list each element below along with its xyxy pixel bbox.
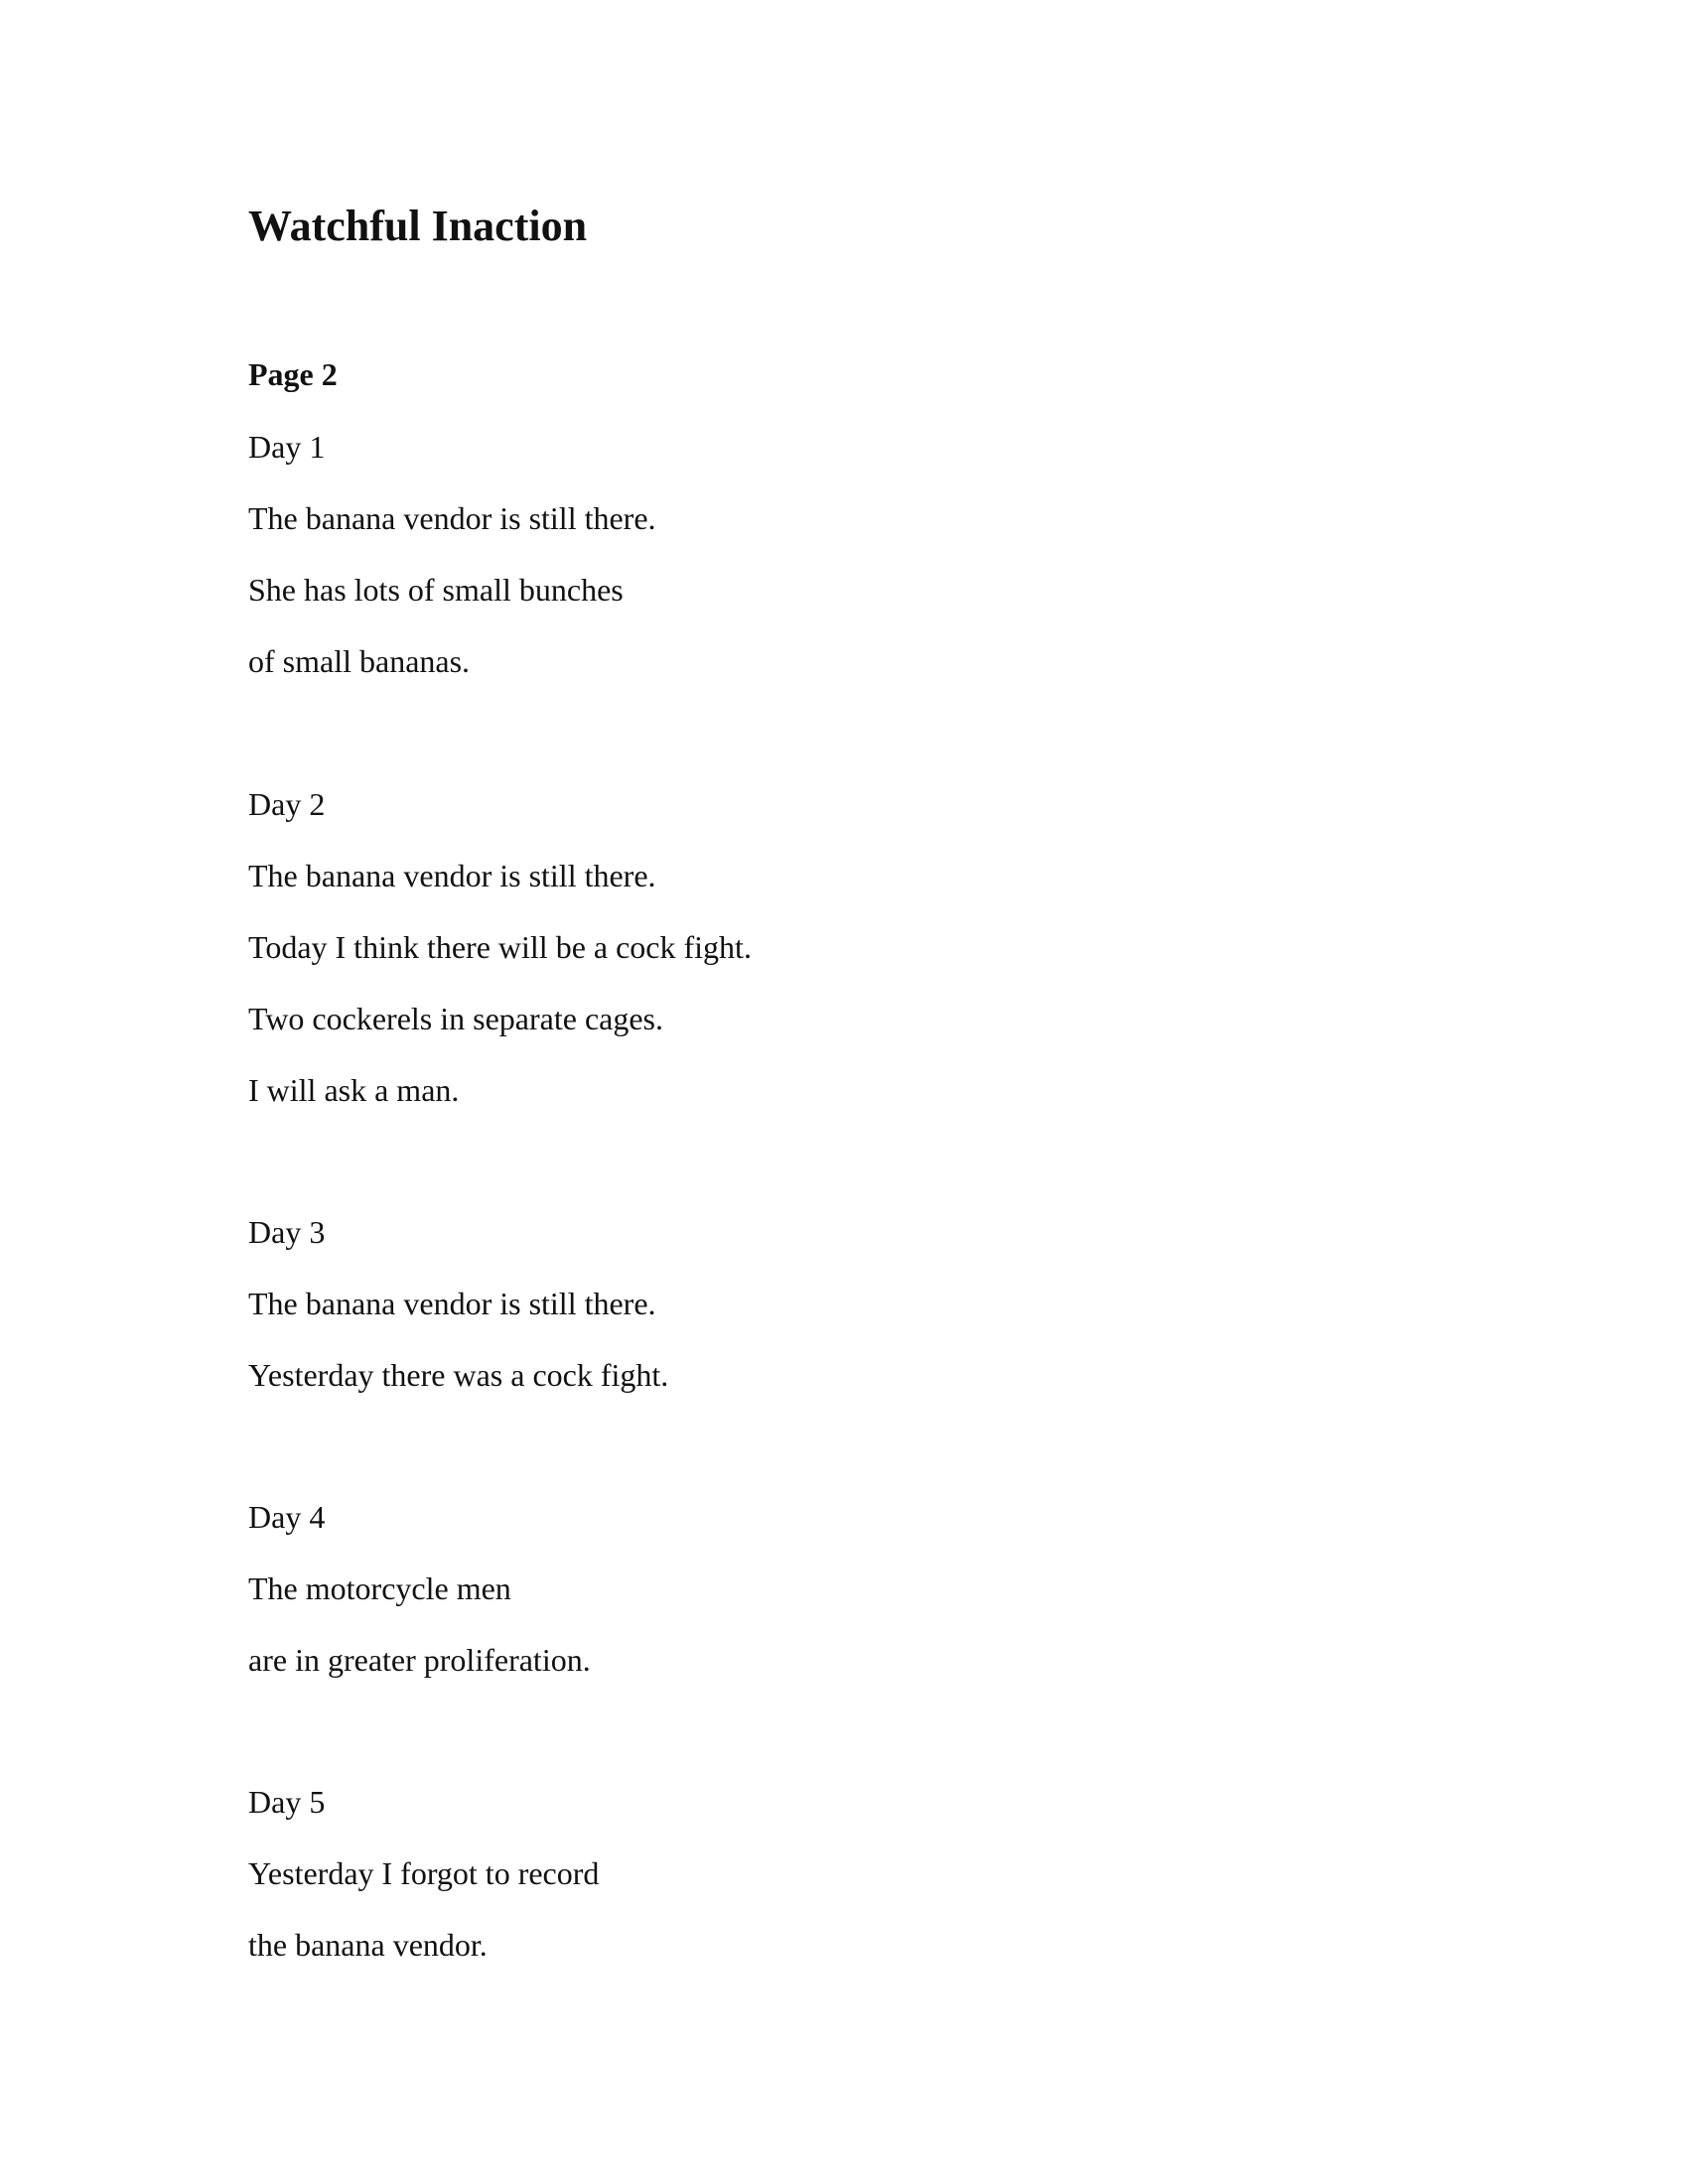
entry-line: Yesterday I forgot to record [248,1855,600,1891]
entry-line: of small bananas. [248,643,471,679]
entry-line: The banana vendor is still there. [248,500,656,536]
entry-day-heading: Day 4 [248,1499,326,1535]
entry-line: The banana vendor is still there. [248,1286,656,1321]
page-number-label: Page 2 [248,356,338,392]
page-title: Watchful Inaction [248,202,588,250]
entry-day-heading: Day 3 [248,1214,326,1250]
journal-entry-day-1 [248,411,656,697]
entry-day-heading: Day 5 [248,1784,326,1820]
entry-line: Yesterday there was a cock fight. [248,1357,669,1393]
journal-entry-day-2 [248,768,752,1126]
entry-day-heading: Day 1 [248,429,326,465]
journal-entry-day-5 [248,1766,599,1980]
journal-entry-day-3 [248,1196,668,1411]
entry-line: I will ask a man. [248,1072,460,1108]
journal-entry-day-4 [248,1481,591,1696]
entry-line: The motorcycle men [248,1570,511,1606]
entry-line: Two cockerels in separate cages. [248,1001,663,1036]
entry-line: the banana vendor. [248,1927,488,1963]
entry-line: She has lots of small bunches [248,572,624,608]
entry-line: The banana vendor is still there. [248,858,656,893]
entry-day-heading: Day 2 [248,786,326,822]
entry-line: Today I think there will be a cock fight. [248,929,752,965]
entry-line: are in greater proliferation. [248,1642,591,1678]
